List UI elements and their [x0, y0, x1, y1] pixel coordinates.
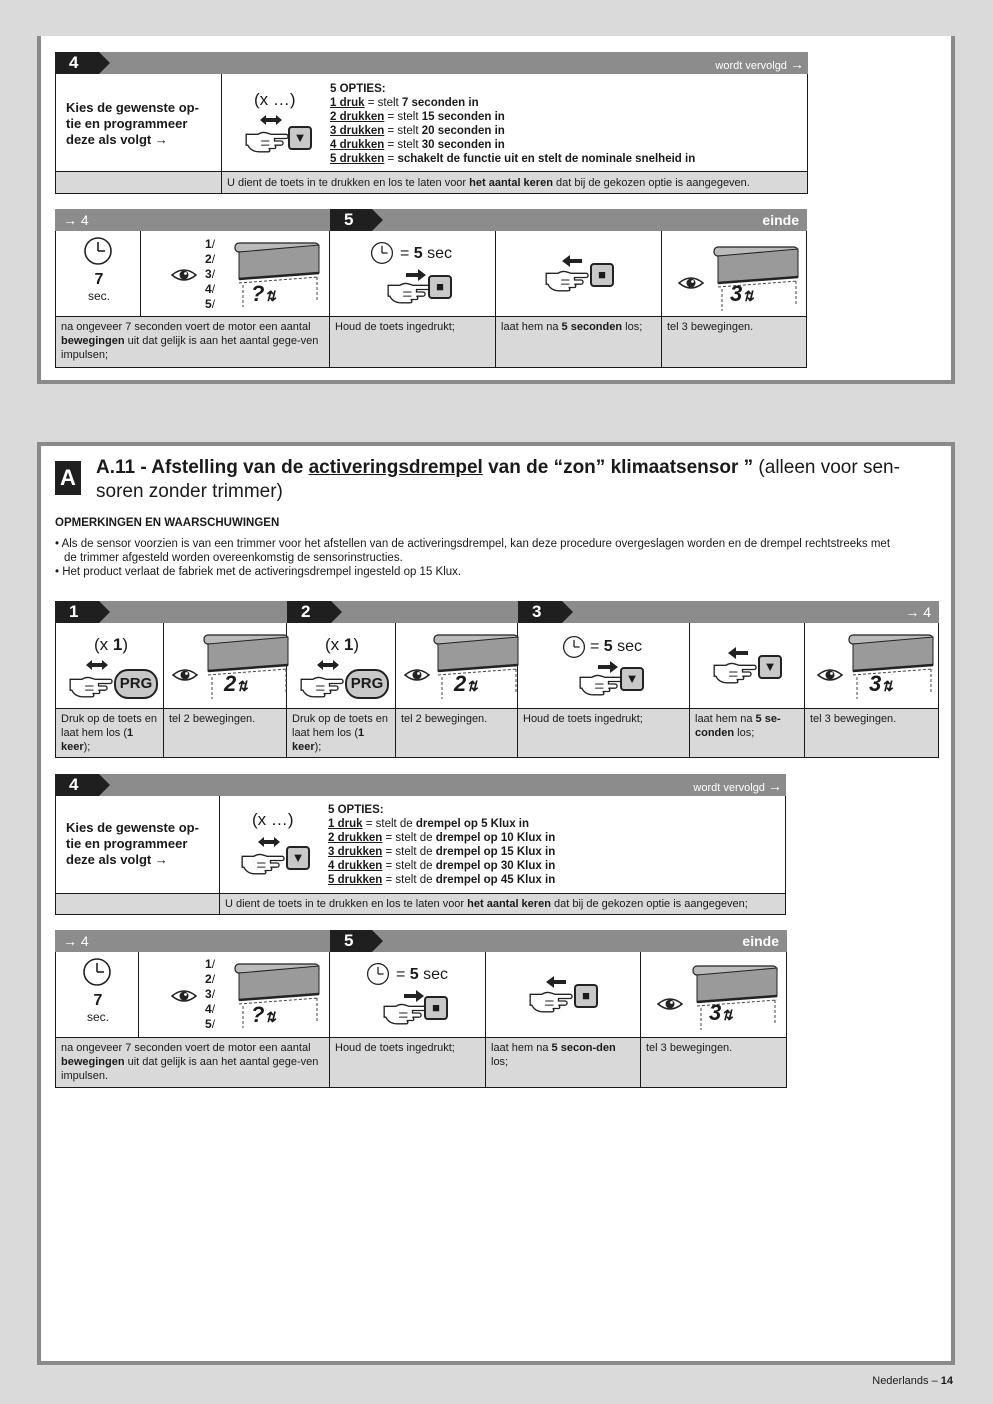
count-description: tel 3 bewegingen.: [662, 317, 807, 368]
step3-hold-cell: [518, 623, 690, 709]
eye-icon: [817, 667, 843, 683]
eye-icon: [171, 267, 197, 283]
pulse-count-list: 1/ 2/ 3/ 4/ 5/: [205, 957, 216, 1031]
movement-count: 2⇅: [224, 671, 248, 696]
a11-step4b-bar: → 4: [55, 930, 330, 952]
down-key-icon: ▼: [286, 846, 310, 870]
hand-releasing-icon: [540, 265, 594, 295]
timer-value: 7: [94, 271, 104, 288]
a11-movement-count-cell: [139, 952, 330, 1038]
step3-release-cell: [690, 623, 805, 709]
clock-icon: [82, 957, 112, 987]
press-count-label: (x …): [254, 90, 296, 109]
timer-unit: sec.: [87, 289, 110, 303]
movement-count: 3⇅: [869, 671, 893, 696]
down-key-icon: ▼: [288, 126, 312, 150]
eye-icon: [678, 275, 704, 291]
step3-release-description: laat hem na 5 se-conden los;: [690, 709, 805, 758]
a11-step4-label-cell: [55, 796, 220, 894]
hand-pressing-icon: [240, 126, 294, 156]
options-title: 5 OPTIES:: [328, 804, 384, 816]
stop-key-icon: ■: [428, 275, 452, 299]
timer-value: 7: [93, 992, 103, 1009]
timer-unit: sec.: [86, 1010, 109, 1024]
step4-icon-cell: [222, 74, 326, 172]
step4-label-line2: tie en programmeer: [66, 116, 188, 131]
movement-count: 2⇅: [454, 671, 478, 696]
step4-bar: [55, 52, 808, 74]
hold-duration: = 5 sec: [590, 638, 643, 655]
release-description: laat hem na 5 seconden los;: [496, 317, 662, 368]
step5-number: 5: [330, 209, 372, 231]
step4-number: 4: [55, 52, 99, 74]
a11-count-cell: [641, 952, 787, 1038]
hand-releasing-icon: [708, 657, 762, 687]
press-count-label: (x …): [252, 810, 294, 829]
a11-release-cell: [486, 952, 641, 1038]
step1-press-cell: [55, 623, 164, 709]
a11-hold-description: Houd de toets ingedrukt;: [330, 1038, 486, 1088]
option-3: 3 drukken = stelt 20 seconden in: [330, 125, 505, 137]
eye-icon: [171, 988, 197, 1004]
option-4: 4 drukken = stelt de drempel op 30 Klux in: [328, 860, 556, 872]
option-4: 4 drukken = stelt 30 seconden in: [330, 139, 505, 151]
option-2: 2 drukken = stelt 15 seconden in: [330, 111, 505, 123]
continued-label: wordt vervolgd →: [693, 778, 782, 794]
a11-timer-cell: [55, 952, 139, 1038]
hand-pressing-icon: [236, 848, 290, 878]
steps123-bar: → 4: [55, 601, 939, 623]
step4-note: U dient de toets in te drukken en los te laten voor het aantal keren dat bij de gekozen optie is aangegeven.: [222, 172, 808, 194]
movement-count: 3⇅: [709, 1000, 733, 1025]
timer-cell: [55, 231, 141, 317]
option-1: 1 druk = stelt 7 seconden in: [330, 97, 479, 109]
prg-key: PRG: [345, 669, 389, 699]
left-right-arrows-icon: [256, 836, 282, 848]
step2-count-cell: [396, 623, 518, 709]
step1-count-cell: [164, 623, 287, 709]
step2-press-description: Druk op de toets en laat hem los (1 keer);: [287, 709, 396, 758]
step3-number: 3: [518, 601, 562, 623]
step3-count-cell: [805, 623, 939, 709]
step4-options-cell: [326, 74, 808, 172]
step4b-bar: → 4: [55, 209, 330, 231]
eye-icon: [657, 996, 683, 1012]
hold-duration: = 5 sec: [400, 245, 453, 262]
step1-number: 1: [55, 601, 99, 623]
movement-count: 3⇅: [730, 281, 754, 306]
clock-icon: [562, 635, 592, 665]
left-right-arrows-icon: [315, 659, 341, 671]
roller-blind-icon: [233, 237, 323, 307]
release-cell: [496, 231, 662, 317]
a11-step4-icon-cell: [220, 796, 324, 894]
pulse-count-list: 1/ 2/ 3/ 4/ 5/: [205, 237, 216, 311]
section-title: A.11 - Afstelling van de activeringsdrempel van de “zon” klimaatsensor ” (alleen voor sen- soren zonder trimmer): [96, 457, 900, 502]
a11-release-description: laat hem na 5 secon-den los;: [486, 1038, 641, 1088]
left-right-arrows-icon: [84, 659, 110, 671]
blind-count-label: ?⇅: [251, 1002, 277, 1027]
eye-icon: [404, 667, 430, 683]
stop-key-icon: ■: [424, 996, 448, 1020]
stop-key-icon: ■: [574, 984, 598, 1008]
step2-number: 2: [287, 601, 331, 623]
prg-key: PRG: [114, 669, 158, 699]
hold-description: Houd de toets ingedrukt;: [330, 317, 496, 368]
a11-step5-number: 5: [330, 930, 372, 952]
section-badge: A: [55, 461, 81, 495]
notes-heading: OPMERKINGEN EN WAARSCHUWINGEN: [55, 517, 280, 529]
step4-label-cell: [55, 74, 222, 172]
clock-icon: [83, 236, 113, 266]
step4-label-line3: deze als volgt →: [66, 132, 168, 147]
step4-label-line3: deze als volgt →: [66, 852, 168, 867]
down-key-icon: ▼: [758, 655, 782, 679]
step5-bar: einde: [330, 209, 807, 231]
hand-releasing-icon: [524, 986, 578, 1016]
option-3: 3 drukken = stelt de drempel op 15 Klux in: [328, 846, 556, 858]
hold-duration: = 5 sec: [396, 966, 449, 983]
a11-count-description: tel 3 bewegingen.: [641, 1038, 787, 1088]
a11-step4-options-cell: [324, 796, 786, 894]
options-title: 5 OPTIES:: [330, 83, 386, 95]
press-count-label: (x 1): [325, 635, 360, 654]
timer-description: na ongeveer 7 seconden voert de motor een aantal bewegingen uit dat gelijk is aan het aantal gege-ven impulsen;: [55, 317, 330, 368]
a11-step4-note-left: [55, 894, 220, 915]
down-key-icon: ▼: [620, 667, 644, 691]
option-5: 5 drukken = schakelt de functie uit en stelt de nominale snelheid in: [330, 153, 696, 165]
step1-count-description: tel 2 bewegingen.: [164, 709, 287, 758]
stop-key-icon: ■: [590, 263, 614, 287]
a11-step5-bar: einde: [330, 930, 787, 952]
eye-icon: [172, 667, 198, 683]
press-count-label: (x 1): [94, 635, 129, 654]
step4-note-left: [55, 172, 222, 194]
step3-count-description: tel 3 bewegingen.: [805, 709, 939, 758]
step4-label-line1: Kies de gewenste op-: [66, 820, 199, 835]
count-cell: [662, 231, 807, 317]
step2-press-cell: [287, 623, 396, 709]
step4-label-line2: tie en programmeer: [66, 836, 188, 851]
a11-hold-cell: [330, 952, 486, 1038]
step3-hold-description: Houd de toets ingedrukt;: [518, 709, 690, 758]
blind-count-label: ?⇅: [251, 281, 277, 306]
hand-pressing-icon: [64, 671, 118, 701]
page-footer: Nederlands – 14: [872, 1375, 953, 1387]
step2-count-description: tel 2 bewegingen.: [396, 709, 518, 758]
clock-icon: [366, 962, 396, 992]
notes-body: • Als de sensor voorzien is van een trimmer voor het afstellen van de activeringsdrempel, kan deze procedure overgeslagen worden en de drempel rechtstreeks met de trimmer afgesteld worden overeenkomstig de sensorinstructies. • Het product verlaat de fabriek met de activeringsdrempel ingesteld op 15 Klux.: [55, 538, 891, 578]
a11-step4-note: U dient de toets in te drukken en los te laten voor het aantal keren dat bij de gekozen optie is aangegeven;: [220, 894, 786, 915]
step1-press-description: Druk op de toets en laat hem los (1 keer);: [55, 709, 164, 758]
roller-blind-icon: [712, 241, 802, 311]
a11-step4-number: 4: [55, 774, 99, 796]
clock-icon: [370, 241, 400, 271]
roller-blind-icon: [691, 960, 781, 1030]
a11-timer-description: na ongeveer 7 seconden voert de motor een aantal bewegingen uit dat gelijk is aan het aantal gege-ven impulsen.: [55, 1038, 330, 1088]
option-2: 2 drukken = stelt de drempel op 10 Klux in: [328, 832, 556, 844]
movement-count-cell: [141, 231, 330, 317]
option-5: 5 drukken = stelt de drempel op 45 Klux in: [328, 874, 556, 886]
continued-label: wordt vervolgd →: [715, 56, 804, 72]
step4-label-line1: Kies de gewenste op-: [66, 100, 199, 115]
left-right-arrows-icon: [258, 114, 284, 126]
option-1: 1 druk = stelt de drempel op 5 Klux in: [328, 818, 530, 830]
hold-cell: [330, 231, 496, 317]
roller-blind-icon: [233, 958, 323, 1028]
hand-pressing-icon: [295, 671, 349, 701]
